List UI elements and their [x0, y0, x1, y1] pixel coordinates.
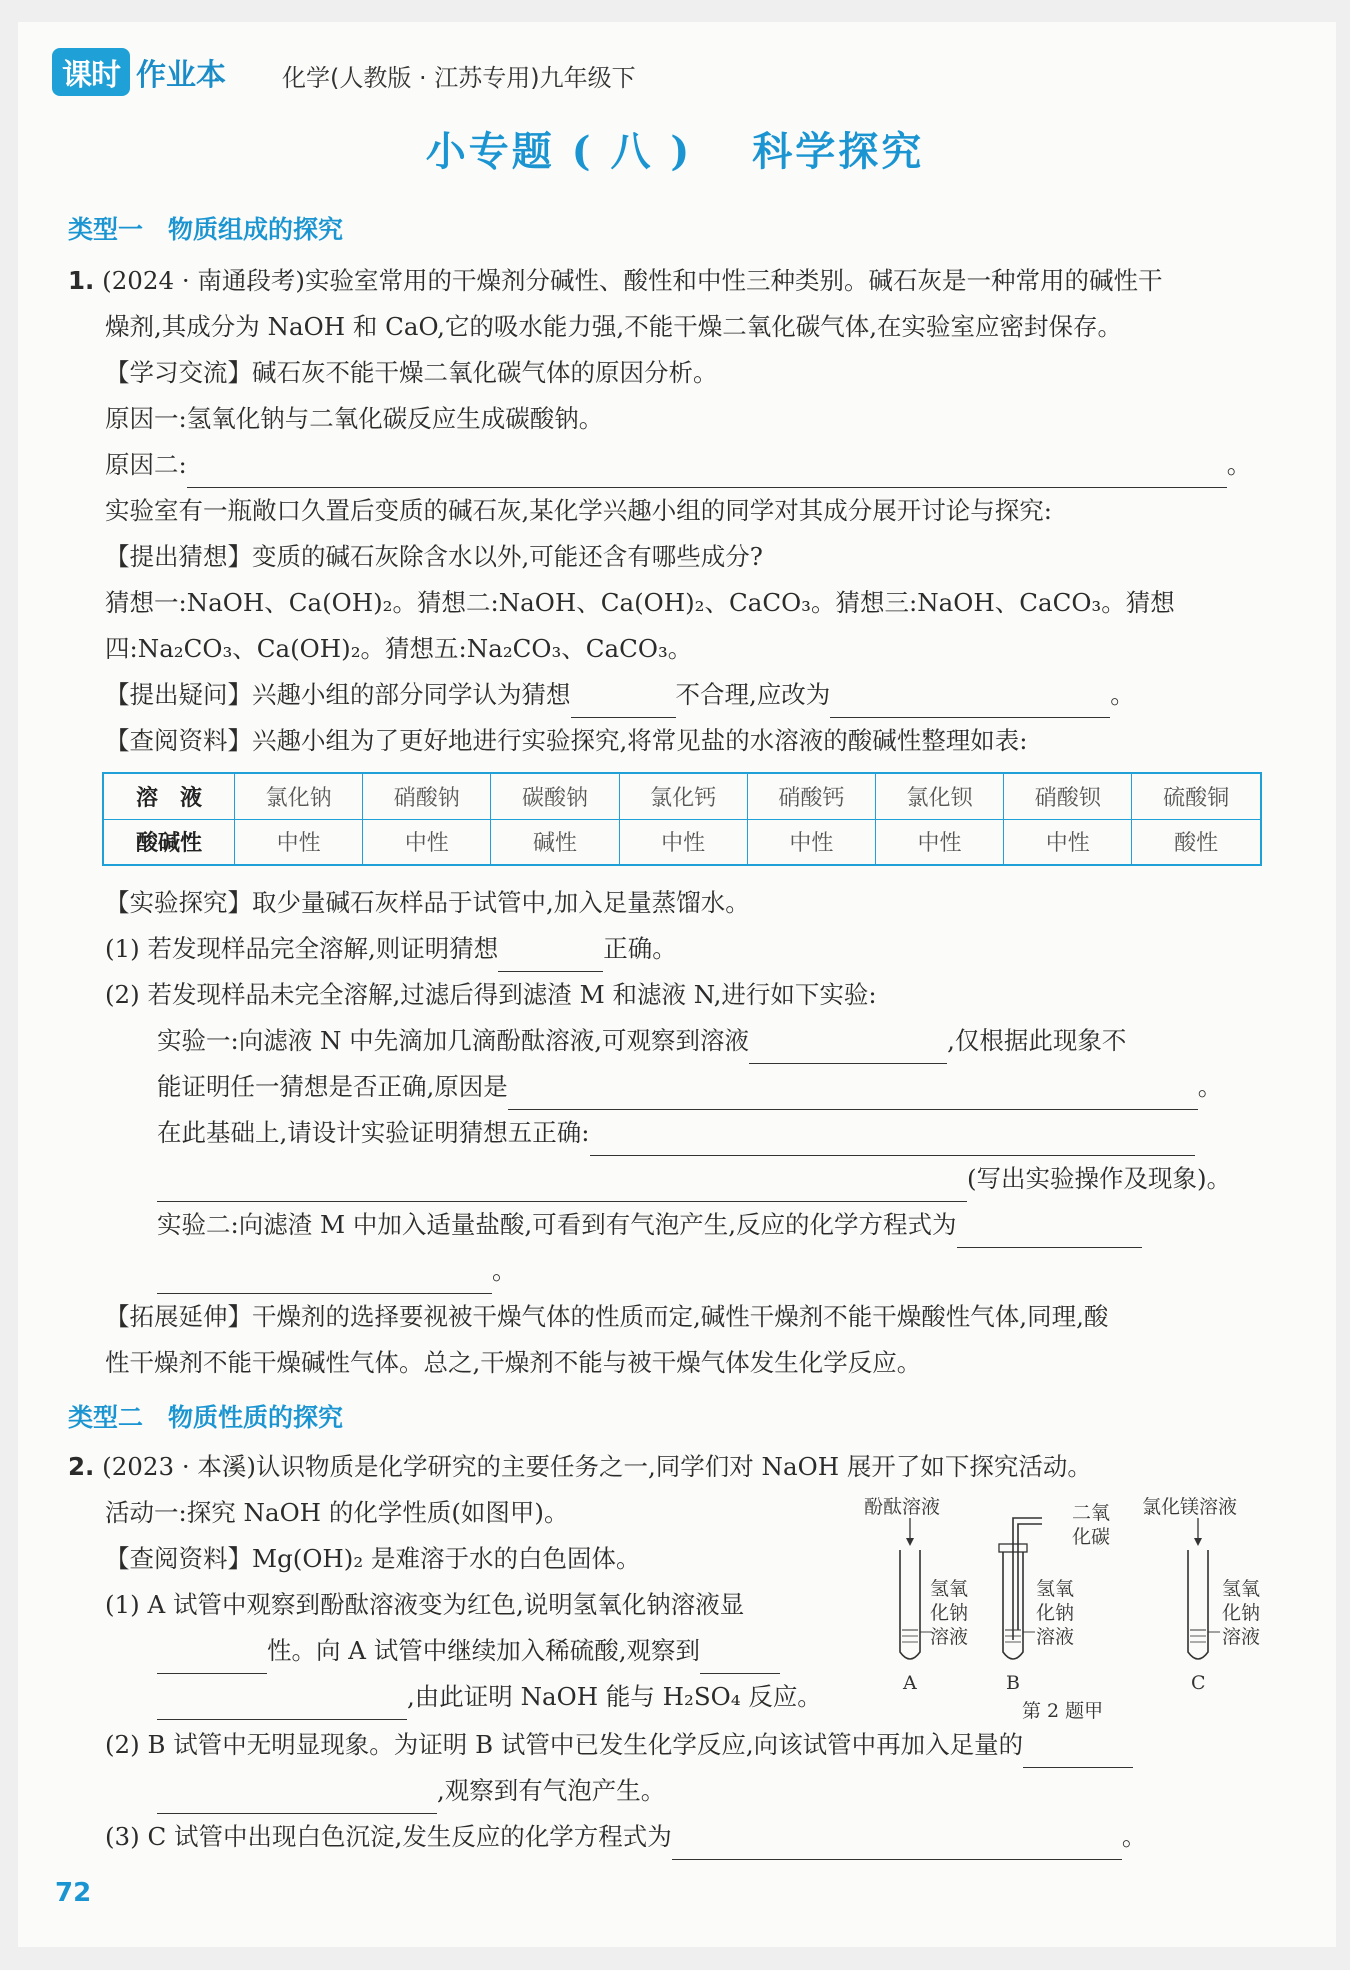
test-tube-a — [900, 1550, 920, 1659]
design-hint: (写出实验操作及现象)。 — [967, 1164, 1232, 1193]
logo-text: 作业本 — [136, 58, 226, 93]
section-heading-1: 类型一 物质组成的探究 — [68, 215, 344, 244]
q1-line-20: 。 — [157, 1248, 517, 1294]
q2-line-2: 活动一:探究 NaOH 的化学性质(如图甲)。 — [105, 1498, 569, 1527]
answer-blank[interactable] — [590, 1125, 1195, 1156]
page-title: 小专题 ( 八 ) 科学探究 — [425, 128, 925, 175]
answer-blank[interactable] — [700, 1643, 780, 1674]
label-naoh-c-2: 化钠 — [1222, 1602, 1261, 1624]
answer-blank[interactable] — [957, 1217, 1142, 1248]
table-header: 酸碱性 — [103, 819, 235, 865]
logo-badge: 课时 — [52, 48, 130, 96]
question-number: 1. — [68, 266, 95, 295]
label-naoh-a-2: 化钠 — [930, 1602, 969, 1624]
section-heading-2: 类型二 物质性质的探究 — [68, 1403, 344, 1432]
q1-line-19 — [157, 1202, 1142, 1248]
reason-label: 能证明任一猜想是否正确,原因是 — [157, 1072, 508, 1101]
q1-line-13 — [105, 926, 677, 972]
q1-line-22: 性干燥剂不能干燥碱性气体。总之,干燥剂不能与被干燥气体发生化学反应。 — [105, 1348, 922, 1377]
table-cell: 碱性 — [491, 819, 619, 865]
question-number: 2. — [68, 1452, 95, 1481]
answer-blank[interactable] — [187, 457, 1227, 488]
q2-sub1-text: 性。向 A 试管中继续加入稀硫酸,观察到 — [267, 1636, 701, 1665]
question-1 — [68, 258, 1162, 304]
q1-line-11: 【查阅资料】兴趣小组为了更好地进行实验探究,将常见盐的水溶液的酸碱性整理如表: — [105, 726, 1028, 755]
q2-sub2-text: (2) B 试管中无明显现象。为证明 B 试管中已发生化学反应,向该试管中再加入足量的 — [105, 1730, 1024, 1759]
label-naoh-c-1: 氢氧 — [1222, 1578, 1261, 1600]
label-phenolphthalein: 酚酞溶液 — [864, 1496, 941, 1518]
q1-line-6: 实验室有一瓶敞口久置后变质的碱石灰,某化学兴趣小组的同学对其成分展开讨论与探究: — [105, 496, 1053, 525]
experiment-one-text-2: ,仅根据此现象不 — [947, 1026, 1127, 1055]
label-tube-b: B — [1006, 1672, 1020, 1694]
q2-line-3: 【查阅资料】Mg(OH)₂ 是难溶于水的白色固体。 — [105, 1544, 641, 1573]
table-cell: 中性 — [235, 819, 363, 865]
answer-blank[interactable] — [672, 1829, 1122, 1860]
label-co2-1: 二氧 — [1072, 1502, 1111, 1524]
q2-sub1-conclusion: ,由此证明 NaOH 能与 H₂SO₄ 反应。 — [407, 1682, 822, 1711]
test-tube-c — [1188, 1550, 1208, 1659]
q1-line-16: 能证明任一猜想是否正确,原因是 。 — [157, 1064, 1222, 1110]
q2-line-4: (1) A 试管中观察到酚酞溶液变为红色,说明氢氧化钠溶液显 — [105, 1590, 745, 1619]
q1-line-3: 【学习交流】碱石灰不能干燥二氧化碳气体的原因分析。 — [105, 358, 718, 387]
q1-line-9: 四:Na₂CO₃、Ca(OH)₂。猜想五:Na₂CO₃、CaCO₃。 — [105, 634, 693, 663]
q1-line-18 — [157, 1156, 1231, 1202]
sub-question-1: (1) 若发现样品完全溶解,则证明猜想 — [105, 934, 499, 963]
table-cell: 中性 — [619, 819, 747, 865]
q1-line-8: 猜想一:NaOH、Ca(OH)₂。猜想二:NaOH、Ca(OH)₂、CaCO₃。猜想三:NaOH、CaCO₃。猜想 — [105, 588, 1175, 617]
page-number: 72 — [55, 1878, 92, 1908]
q1-line-1: (2024 · 南通段考)实验室常用的干燥剂分碱性、酸性和中性三种类别。碱石灰是一种常用的碱性干 — [102, 266, 1163, 295]
label-naoh-a-1: 氢氧 — [930, 1578, 969, 1600]
label-naoh-a-3: 溶液 — [930, 1626, 969, 1648]
answer-blank[interactable] — [157, 1171, 967, 1202]
reason-two-label: 原因二: — [105, 450, 187, 479]
q1-line-5: 原因二: 。 — [105, 442, 1251, 488]
experiment-one-text: 实验一:向滤液 N 中先滴加几滴酚酞溶液,可观察到溶液 — [157, 1026, 750, 1055]
table-cell: 酸性 — [1132, 819, 1261, 865]
answer-blank[interactable] — [157, 1263, 492, 1294]
answer-blank[interactable] — [1023, 1737, 1133, 1768]
label-tube-c: C — [1191, 1672, 1206, 1694]
table-cell: 中性 — [363, 819, 491, 865]
q1-line-10: 【提出疑问】兴趣小组的部分同学认为猜想 不合理,应改为 。 — [105, 672, 1135, 718]
q1-line-2: 燥剂,其成分为 NaOH 和 CaO,它的吸水能力强,不能干燥二氧化碳气体,在实验室应密封保存。 — [105, 312, 1123, 341]
q1-line-14: (2) 若发现样品未完全溶解,过滤后得到滤渣 M 和滤液 N,进行如下实验: — [105, 980, 877, 1009]
table-row — [103, 773, 1261, 819]
header-subject: 化学(人教版 · 江苏专用)九年级下 — [282, 64, 636, 92]
table-cell: 碳酸钠 — [491, 773, 619, 819]
table-cell: 中性 — [875, 819, 1003, 865]
q2-sub2-observation: ,观察到有气泡产生。 — [437, 1776, 666, 1805]
table-cell: 氯化钡 — [875, 773, 1003, 819]
label-tube-a: A — [903, 1672, 917, 1694]
table-cell: 硝酸钠 — [363, 773, 491, 819]
answer-blank[interactable] — [749, 1033, 947, 1064]
table-cell: 硝酸钡 — [1004, 773, 1132, 819]
table-cell: 氯化钠 — [235, 773, 363, 819]
figure-caption: 第 2 题甲 — [1022, 1700, 1104, 1722]
table-cell: 氯化钙 — [619, 773, 747, 819]
q1-line-4: 原因一:氢氧化钠与二氧化碳反应生成碳酸钠。 — [105, 404, 604, 433]
salt-acidity-table — [102, 772, 1262, 866]
q2-line-1: (2023 · 本溪)认识物质是化学研究的主要任务之一,同学们对 NaOH 展开了如下探究活动。 — [102, 1452, 1092, 1481]
sub-question-1-end: 正确。 — [603, 934, 677, 963]
label-naoh-b-3: 溶液 — [1036, 1626, 1075, 1648]
q2-line-9: (3) C 试管中出现白色沉淀,发生反应的化学方程式为 。 — [105, 1814, 1146, 1860]
answer-blank[interactable] — [157, 1783, 437, 1814]
answer-blank[interactable] — [157, 1689, 407, 1720]
answer-blank[interactable] — [571, 687, 676, 718]
table-header: 溶 液 — [103, 773, 235, 819]
label-naoh-b-1: 氢氧 — [1036, 1578, 1075, 1600]
table-cell: 硝酸钙 — [747, 773, 875, 819]
doubt-text-2: 不合理,应改为 — [675, 680, 831, 709]
q2-line-8 — [157, 1768, 665, 1814]
label-co2-2: 化碳 — [1072, 1526, 1111, 1548]
label-naoh-b-2: 化钠 — [1036, 1602, 1075, 1624]
q1-line-7: 【提出猜想】变质的碱石灰除含水以外,可能还含有哪些成分? — [105, 542, 763, 571]
answer-blank[interactable] — [157, 1643, 267, 1674]
q1-line-17 — [157, 1110, 1195, 1156]
doubt-text: 【提出疑问】兴趣小组的部分同学认为猜想 — [105, 680, 571, 709]
answer-blank[interactable] — [498, 941, 603, 972]
label-naoh-c-3: 溶液 — [1222, 1626, 1261, 1648]
q2-line-6 — [157, 1674, 822, 1720]
table-cell: 硫酸铜 — [1132, 773, 1261, 819]
table-cell: 中性 — [747, 819, 875, 865]
q1-line-21: 【拓展延伸】干燥剂的选择要视被干燥气体的性质而定,碱性干燥剂不能干燥酸性气体,同理,酸 — [105, 1302, 1109, 1331]
header-logo — [52, 48, 226, 96]
table-row — [103, 819, 1261, 865]
q2-line-5 — [157, 1628, 780, 1674]
q2-sub3-text: (3) C 试管中出现白色沉淀,发生反应的化学方程式为 — [105, 1822, 672, 1851]
label-mgcl2: 氯化镁溶液 — [1142, 1496, 1238, 1518]
table-cell: 中性 — [1004, 819, 1132, 865]
answer-blank[interactable] — [830, 687, 1110, 718]
experiment-two-text: 实验二:向滤渣 M 中加入适量盐酸,可看到有气泡产生,反应的化学方程式为 — [157, 1210, 957, 1239]
q1-line-15 — [157, 1018, 1126, 1064]
q2-line-7 — [105, 1722, 1133, 1768]
question-2 — [68, 1444, 1092, 1490]
q1-line-12: 【实验探究】取少量碱石灰样品于试管中,加入足量蒸馏水。 — [105, 888, 750, 917]
design-label: 在此基础上,请设计实验证明猜想五正确: — [157, 1118, 590, 1147]
answer-blank[interactable] — [508, 1079, 1198, 1110]
